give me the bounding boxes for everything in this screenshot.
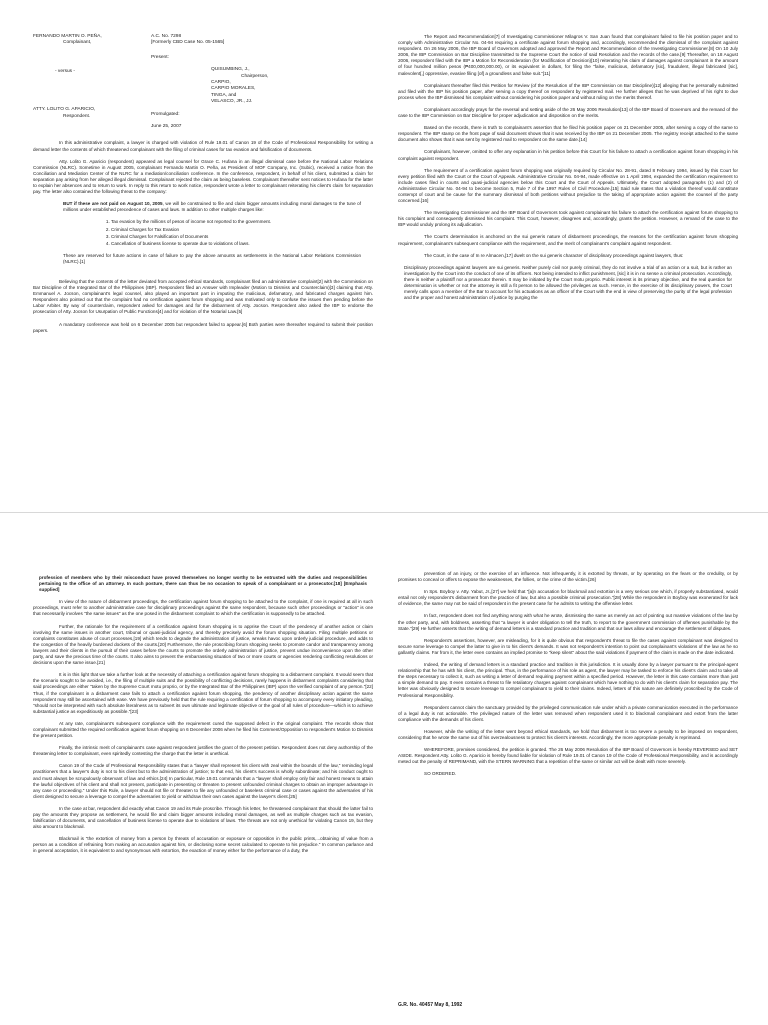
almacen-quote [404,265,732,302]
paragraph: In this administrative complaint, a lawyer is charged with violation of Rule 19.01 of Canon 19 of the Code of Professional Responsibility for writing a demand letter the contents of which threatened complainant with the filing of criminal cases for tax evasion and falsification of documents. [33,140,373,152]
paragraph: Further, the rationale for the requirement of a certification against forum shopping is to apprise the Court of the pendency of another action or claim involving the same issues in another court, tribunal or quasi-judicial agency, and thereby precisely avoid the forum shopping situation. Filing multiple petitions or complaints constitutes abuse of court processes,[19] which tends to degrade the administration of justice, wreaks havoc upon orderly judicial procedure, and adds to the congestion of the heavily burdened dockets of the courts.[20] Furthermore, the rule proscribing forum shopping seeks to promote candor and transparency among lawyers and their clients in the pursuit of their cases before the courts to promote the orderly administration of justice, prevent undue inconvenience upon the other party, and save the precious time of the courts. It also aims to prevent the embarrassing situation of two or more courts or agencies rendering conflicting resolutions or decisions upon the same issue.[21] [33,623,373,666]
threat-list [97,219,373,246]
paragraph: WHEREFORE, premises considered, the petition is granted. The 26 May 2006 Resolution of the IBP Board of Governors is hereby REVERSED and SET ASIDE. Respondent Atty. Lolito G. Aparicio is hereby found liable for violation of Rule 19.01 of Canon 19 of the Code of Professional Responsibility, and is accordingly meted out the penalty of REPRIMAND, with the STERN WARNING that a repetition of the same or similar act will be dealt with more severely. [398,747,738,765]
paragraph: Complainant thereafter filed this Petition for Review (of the Resolution of the IBP Commission on Bar Discipline)[12] alleging that he personally submitted and filed with the IBP his position paper, after serving a copy thereof on respondent by registered mail. He further alleges that he was deprived of his right to due process when the IBP dismissed his complaint without considering his position paper and without ruling on the merits thereof. [398,82,738,100]
versus-label: - versus - [55,68,75,74]
paragraph: However, while the writing of the letter went beyond ethical standards, we hold that disbarment is too severe a penalty to be imposed on respondent, considering that he wrote the same out of his overzealousness to protect his client's interests. Accordingly, the more appropriate penalty is reprimand. [398,728,738,740]
respondent-name: ATTY. LOLITO G. APARICIO, [33,107,96,113]
paragraph: Based on the records, there is truth to complainant's assertion that he filed his position paper on 21 December 2005, after serving a copy of the same to respondent. The IBP stamp on the front page of said document shows that it was received by the IBP on 21 December 2005. The registry receipt attached to the same document also shows that it was sent by registered mail to respondent on the same date.[14] [398,125,738,143]
justice-carpio-morales: CARPIO MORALES, [211,86,256,92]
paragraph: The requirement of a certification against forum shopping was originally required by Circular No. 28-91, dated 8 February 1994, issued by this Court for every petition filed with the Court or the Court of Appeals. Administrative Circular No. 04-94, made effective on 1 April 1994, expanded the certification requirement to include cases filed in courts and quasi-judicial agencies below this Court and the Court of Appeals. Ultimately, the Court adopted paragraphs (1) and (2) of Administrative Circular No. 04-94 to become Section 5, Rule 7 of the 1997 Rules of Civil Procedure.[15] Said rule states that a violation thereof would constitute contempt of court and be cause for the summary dismissal of both petitions without prejudice to the taking of appropriate action against the counsel of the party concerned.[16] [398,167,738,204]
chairperson-label: Chairperson, [241,73,269,79]
list-item: 1. Tax evasion by the millions of pesos of income not reported to the government. [111,219,373,225]
paragraph: Respondent's assertions, however, are misleading, for it is quite obvious that respondent's threat to file the cases against complainant was designed to secure some leverage to compel the latter to give in to his client's demands. It was not respondent's intention to point out complainant's violations of the law as he so gallantly claims. Far from it, the letter even contains an implied promise to "keep silent" about the said violations if payment of the claim is made on the date indicated. [398,637,738,655]
block-quote-end [63,253,361,265]
paragraph: Respondent cannot claim the sanctuary provided by the privileged communication rule under which a private communication executed in the performance of a legal duty is not actionable. The privileged nature of the letter was removed when respondent used it to blackmail complainant and extort from the latter compliance with the demands of his client. [398,704,738,722]
case-former-number: [Formerly CBD Case No. 05-1565] [151,40,225,46]
paragraph: In view of the nature of disbarment proceedings, the certification against forum shopping to be attached to the complaint, if one is required at all in such proceedings, must refer to another administrative case for disciplinary proceedings against the same respondent, because such other proceedings or "action" is one that necessarily involves "the same issues" as the one posed in the disbarment complaint to which the certification is supposedly to be attached. [33,599,373,617]
paragraph: A mandatory conference was held on 6 December 2005 but respondent failed to appear.[6] Both parties were thereafter required to submit their position papers. [33,321,373,333]
quote-text: profession of members who by their misconduct have proved themselves no longer worthy to be entrusted with the duties and responsibilities pertaining to the office of an attorney. In such posture, there can thus be no occasion to speak of a complainant or a prosecutor.[18] [Emphasis supplied] [39,575,367,593]
justice-quisumbing: QUISUMBING, J., [211,67,250,73]
quote-text: , we will be constrained to file and claim bigger amounts including moral damages to the tune of millions under established precedence of cases and laws. In addition to other multiple charges like: [63,201,362,213]
document-page-1 [0,0,768,512]
promulgation-date: June 25, 2007 [151,124,182,130]
quote-date: August 10, 2005 [127,201,163,207]
page1-right-column [398,34,738,307]
list-item: 3. Criminal Charges for Falsification of Documents [111,234,373,240]
case-caption [33,34,373,130]
page2-left-column [33,571,373,861]
present-label: Present: [151,54,169,60]
block-quote [63,201,361,213]
almacen-quote-continued [39,575,367,593]
paragraph: Complainant, however, omitted to offer any explanation in his petition before this Court for his failure to attach a certification against forum shopping in his complaint against respondent. [398,149,738,161]
quote-text: Disciplinary proceedings against lawyers are sui generis. Neither purely civil nor purely criminal, they do not involve a trial of an action or a suit, but is rather an investigation by the Court into the conduct of one of its officers. Not being intended to inflict punishment, [sic] it is in no sense a criminal prosecution. Accordingly, there is neither a plaintiff nor a prosecutor therein. It may be initiated by the Court motu proprio. Public interest is its primary objective, and the real question for determination is whether or not the attorney is still a fit person to be allowed the privileges as such. Hence, in the exercise of its disciplinary powers, the Court merely calls upon a member of the Bar to account for his actuations as an officer of the Court with the end in view of preserving the purity of the legal profession and the proper and honest administration of justice by purging the [404,264,732,301]
paragraph: Blackmail is "the extortion of money from a person by threats of accusation or exposure or opposition in the public prints,...obtaining of value from a person as a condition of refraining from making an accusation against him, or disclosing some secret calculated to operate to his prejudice." In common parlance and in general acceptation, it is equivalent to and synonymous with extortion, the exaction of money either for the performance of a duty, the [33,836,373,854]
list-item: 4. Cancellation of business license to operate due to violations of laws. [111,241,373,247]
paragraph: In Sps. Boyboy v. Atty. Yabut, Jr.,[27] we held that "[a]n accusation for blackmail and extortion is a very serious one which, if properly substantiated, would entail not only respondent's disbarment from the practice of law, but also a possible criminal prosecution."[28] While the respondent in Boyboy was exonerated for lack of evidence, the same may not be said of respondent in the present case for he admits to writing the offensive letter. [398,589,738,607]
paragraph: At any rate, complainant's subsequent compliance with the requirement cured the supposed defect in the original complaint. The records show that complainant submitted the required certification against forum shopping on 6 December 2006 when he filed his Comment/Opposition to respondent's Motion to Dismiss the present petition. [33,720,373,739]
page2-right-column [398,571,738,783]
justice-carpio: CARPIO, [211,80,231,86]
next-case-number: G.R. No. 40457 May 8, 1992 [398,1002,463,1008]
paragraph: Finally, the intrinsic merit of complainant's case against respondent justifies the grant of the present petition. Respondent does not deny authorship of the threatening letter to complainant, even spiritedly contesting the charge that the letter is unethical. [33,745,373,757]
promulgated-label: Promulgated: [151,111,180,117]
paragraph: In the case at bar, respondent did exactly what Canon 19 and its Rule proscribe. Through his letter, he threatened complainant that should the latter fail to pay the amounts they propose as settlement, he would file and claim bigger amounts including moral damages, as well as multiple charges such as tax evasion, falsification of documents, and cancellation of business license to operate due to violations of laws. The threats are not only unethical for violating Canon 19, but they also amount to blackmail. [33,805,373,830]
paragraph: Complainant accordingly prays for the reversal and setting aside of the 26 May 2006 Resolution[13] of the IBP Board of Governors and the remand of the case to the IBP Commission on Bar Discipline for proper adjudication and disposition on the merits. [398,106,738,119]
paragraph: In fact, respondent does not find anything wrong with what he wrote, dismissing the same as merely an act of pointing out massive violations of the law by the other party, and, with boldness, asserting that "a lawyer is under obligation to tell the truth, to report to the government commission of offenses punishable by the State."[29] He further asserts that the writing of demand letters is a standard practice and tradition and that our laws allow and encourage the settlement of disputes. [398,613,738,631]
complainant-name: FERNANDO MARTIN O. PEÑA, [33,34,102,39]
paragraph: Canon 19 of the Code of Professional Responsibility states that a "lawyer shall represent his client with zeal within the bounds of the law," reminding legal practitioners that a lawyer's duty is not to his client but to the administration of justice; to that end, his client's success is wholly subordinate; and his conduct ought to and must always be scrupulously observant of law and ethics.[24] In particular, Rule 19.01 commands that a "lawyer shall employ only fair and honest means to attain the lawful objectives of his client and shall not present, participate in presenting or threaten to present unfounded criminal charges to obtain an improper advantage in any case or proceeding." Under this Rule, a lawyer should not file or threaten to file any unfounded or baseless criminal case or cases against the adversaries of his client designed to secure a leverage to compel the adversaries to yield or withdraw their own cases against the lawyer's client.[25] [33,763,373,799]
quote-closing: These are reserved for future actions in case of failure to pay the above amounts as settlements in the National Labor Relations Commission (NLRC).[1] [63,252,361,264]
paragraph: The Investigating Commissioner and the IBP Board of Governors took against complainant his failure to attach the certification against forum shopping to his complaint and consequently dismissed his complaint. This Court, however, disagrees and, accordingly, grants the petition. However, a remand of the case to the IBP would unduly prolong its adjudication. [398,210,738,228]
paragraph: prevention of an injury, or the exercise of an influence. Not infrequently, it is extorted by threats, or by operating on the fears or the credulity, or by promises to conceal or offers to expose the weaknesses, the follies, or the crime of the victim.[26] [398,571,738,583]
paragraph: The Court, in the case of In re Almacen,[17] dwelt on the sui generis character of disciplinary proceedings against lawyers, thus: [424,252,684,258]
paragraph: Atty. Lolito G. Aparicio (respondent) appeared as legal counsel for Grace C. Hufana in an illegal dismissal case before the National Labor Relations Commission (NLRC). Sometime in August 2005, complainant Fernando Martin O. Peña, as President of MOF Company, Inc. (Subic), received a notice from the Conciliation and Mediation Center of the NLRC for a mediation/conciliation conference. In the conference, respondent, in behalf of his client, submitted a claim for separation pay arising from her alleged illegal dismissal. Complainant rejected the claim as being baseless. Complainant thereafter sent notices to Hufana for the latter to explain her absences and to return to work. In reply to this return to work notice, respondent wrote a letter to complainant reiterating his client's claim for separation pay. The letter also contained the following threat to the company: [33,158,373,195]
page1-left-column [33,34,373,340]
paragraph: It is in this light that we take a further look at the necessity of attaching a certification against forum shopping to a disbarment complaint. It would seem that the scenario sought to be avoided, i.e., the filing of multiple suits and the possibility of conflicting decisions, rarely happens in disbarment complaints considering that said proceedings are either "taken by the Supreme Court motu proprio, or by the Integrated Bar of the Philippines (IBP) upon the verified complaint of any person."[22] Thus, if the complainant in a disbarment case fails to attach a certification against forum shopping, the pendency of another disciplinary action against the same respondent may still be ascertained with ease. We have previously held that the rule requiring a certification of forum shopping to accompany every initiatory pleading, "should not be interpreted with such absolute literalness as to subvert its own ultimate and legitimate objective or the goal of all rules of procedure—which is to achieve substantial justice as expeditiously as possible."[23] [33,672,373,714]
document-page-2 [0,512,768,1025]
paragraph: The Report and Recommendation[7] of Investigating Commissioner Milagros V. San Juan found that complainant failed to file his position paper and to comply with Administrative Circular No. 04-94 requiring a certificate against forum shopping and, accordingly, recommended the dismissal of the complaint against respondent. On 26 May 2006, the IBP Board of Governors adopted and approved the Report and Recommendation of the Investigating Commissioner.[8] On 10 July 2006, the IBP Commission on Bar Discipline transmitted to the Supreme Court the notice of said Resolution and the records of the case.[9] Thereafter, on 18 August 2006, respondent filed with the IBP a Motion for Reconsideration (for Modification of Decision)[10] reiterating his claim of damages against complainant in the amount of four hundred million pesos (₱400,000,000.00), or its equivalent in dollars, for filing the "false, malicious, defamatory [sic], fraudulent, illegal fabricated [sic], malevolent[,] oppressive, evasive filing [of] a groundless and false suit."[11] [398,34,738,76]
justice-tinga: TINGA, and [211,92,237,98]
complainant-role: Complainant, [63,40,92,46]
so-ordered: SO ORDERED. [424,771,457,777]
paragraph: Believing that the contents of the letter deviated from accepted ethical standards, complainant filed an administrative complaint[2] with the Commission on Bar Discipline of the Integrated Bar of the Philippines (IBP). Respondent filed an Answer with Impleader (Motion to Dismiss and Counterclaim)[3] claiming that Atty. Emmanuel A. Jocson, complainant's legal counsel, also played an important part in imputing the malicious, defamatory, and fabricated charges against him. Respondent also pointed out that the complaint had no certification against forum shopping and was motivated only to confuse the issues then pending before the Labor Arbiter. By way of counterclaim, respondent asked for damages and for the disbarment of Atty. Jocson. Respondent also asked the IBP to endorse the prosecution of Atty. Jocson for Usurpation of Public Functions[4] and for violation of the Notarial Law.[5] [33,278,373,315]
list-item: 2. Criminal Charges for Tax Evasion [111,227,373,233]
paragraph: The Court's determination is anchored on the sui generis nature of disbarment proceedings, the reasons for the certification against forum shopping requirement, complainant's subsequent compliance with the requirement, and the merit of complainant's complaint against respondent. [398,234,738,246]
quote-lead: BUT if these are not paid on [63,201,126,207]
case-number: A.C. No. 7298 [151,34,182,39]
paragraph: Indeed, the writing of demand letters is a standard practice and tradition in this jurisdiction. It is usually done by a lawyer pursuant to the principal-agent relationship that he has with his client, the principal. Thus, in the performance of his role as agent, the lawyer may be tasked to enforce his client's claim and to take all the steps necessary to collect it, such as writing a letter of demand requiring payment within a specified period. However, the letter in this case contains more than just a simple demand to pay. It even contains a threat to file retaliatory charges against complainant which have nothing to do with his client's claim for separation pay. The letter was obviously designed to secure leverage to compel complainant to yield to their claims. Indeed, letters of this nature are definitely proscribed by the Code of Professional Responsibility. [398,662,738,698]
justice-velasco: VELASCO, JR., JJ. [211,99,253,105]
respondent-role: Respondent. [63,113,91,119]
